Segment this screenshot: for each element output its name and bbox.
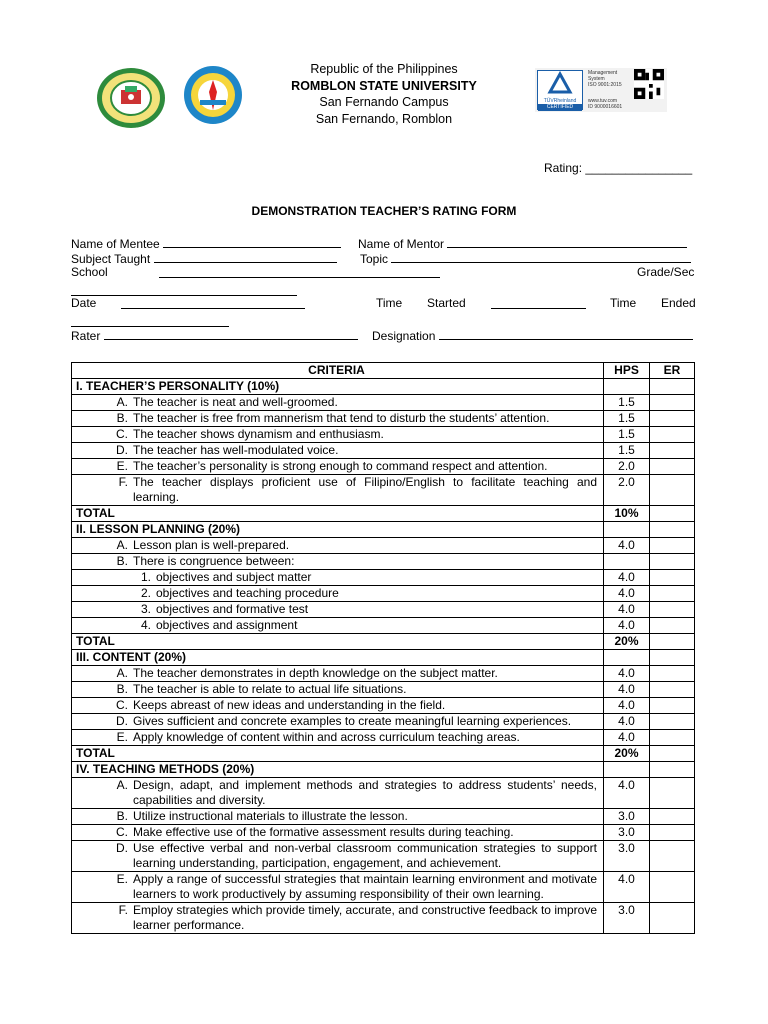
total-er-cell[interactable] xyxy=(650,634,695,650)
grade-sec-label: Grade/Sec xyxy=(637,265,695,279)
item-hps: 3.0 xyxy=(604,809,650,825)
item-text: The teacher is neat and well-groomed. xyxy=(133,395,338,409)
col-er: ER xyxy=(650,363,695,379)
item-text: The teacher demonstrates in depth knowledge on the subject matter. xyxy=(133,666,498,680)
item-text: Use effective verbal and non-verbal classroom communication strategies to support learning understanding, participation, engagement, and achievement. xyxy=(133,841,597,870)
table-row xyxy=(72,443,695,459)
col-criteria: CRITERIA xyxy=(72,363,604,379)
item-hps: 4.0 xyxy=(604,586,650,602)
table-row xyxy=(72,618,695,634)
item-text: The teacher displays proficient use of Filipino/English to facilitate teaching and learning. xyxy=(133,475,597,504)
table-row xyxy=(72,666,695,682)
cert-brand: TÜVRheinland xyxy=(543,98,577,104)
table-row xyxy=(72,602,695,618)
item-letter: A. xyxy=(116,666,128,680)
item-letter: F. xyxy=(118,903,128,917)
item-hps: 4.0 xyxy=(604,570,650,586)
cert-id: ID 9000016601 xyxy=(588,104,623,110)
subitem-number: 1. xyxy=(140,570,151,584)
total-er-cell[interactable] xyxy=(650,746,695,762)
subitem-number: 2. xyxy=(140,586,151,600)
university-name: ROMBLON STATE UNIVERSITY xyxy=(291,78,477,93)
cert-text-2: System xyxy=(588,76,605,82)
table-row xyxy=(72,682,695,698)
total-er-cell[interactable] xyxy=(650,506,695,522)
school-label: School xyxy=(71,265,108,279)
item-hps: 2.0 xyxy=(604,459,650,475)
item-hps: 4.0 xyxy=(604,666,650,682)
total-label: TOTAL xyxy=(72,506,604,522)
table-row xyxy=(72,427,695,443)
item-er-cell[interactable] xyxy=(650,809,695,825)
time-ended-input[interactable] xyxy=(71,314,229,327)
table-row xyxy=(72,554,695,570)
item-er-cell[interactable] xyxy=(650,903,695,934)
date-label: Date xyxy=(71,296,97,310)
section-title: III. CONTENT (20%) xyxy=(72,650,604,666)
topic-input[interactable] xyxy=(391,250,691,263)
table-row xyxy=(72,903,695,934)
topic-row xyxy=(360,250,691,266)
designation-input[interactable] xyxy=(439,327,693,340)
item-hps: 4.0 xyxy=(604,872,650,903)
item-letter: E. xyxy=(116,872,128,886)
mentor-input[interactable] xyxy=(447,235,687,248)
section-title: I. TEACHER’S PERSONALITY (10%) xyxy=(72,379,604,395)
section-row xyxy=(72,522,695,538)
campus-line: San Fernando Campus xyxy=(319,95,449,109)
total-row xyxy=(72,634,695,650)
item-text: Make effective use of the formative assessment results during teaching. xyxy=(133,825,514,839)
rater-row xyxy=(71,327,358,343)
item-hps: 4.0 xyxy=(604,682,650,698)
time-ended-label-2: Ended xyxy=(661,296,696,310)
item-hps: 1.5 xyxy=(604,427,650,443)
item-er-cell[interactable] xyxy=(650,872,695,903)
table-row xyxy=(72,538,695,554)
rater-input[interactable] xyxy=(104,327,358,340)
section-title: IV. TEACHING METHODS (20%) xyxy=(72,762,604,778)
time-started-label-2: Started xyxy=(427,296,466,310)
item-letter: E. xyxy=(116,459,128,473)
time-started-input[interactable] xyxy=(491,296,586,309)
item-hps: 4.0 xyxy=(604,618,650,634)
item-text: Employ strategies which provide timely, accurate, and constructive feedback to improve learner performance. xyxy=(133,903,597,932)
item-text: The teacher is free from mannerism that tend to disturb the students’ attention. xyxy=(133,411,550,425)
designation-row xyxy=(372,327,693,343)
item-er-cell[interactable] xyxy=(650,698,695,714)
item-letter: B. xyxy=(116,809,128,823)
item-text: The teacher is able to relate to actual life situations. xyxy=(133,682,407,696)
item-er-cell[interactable] xyxy=(650,554,695,570)
item-letter: A. xyxy=(116,538,128,552)
mentee-input[interactable] xyxy=(163,235,341,248)
item-er-cell[interactable] xyxy=(650,459,695,475)
item-er-cell[interactable] xyxy=(650,682,695,698)
subitem-number: 4. xyxy=(140,618,151,632)
item-hps: 3.0 xyxy=(604,903,650,934)
item-text: Apply a range of successful strategies that maintain learning environment and motivate learners to work productively by assuming responsibility of their own learning. xyxy=(133,872,597,901)
subitem-text: objectives and subject matter xyxy=(156,570,312,584)
mentor-label: Name of Mentor xyxy=(358,237,445,251)
item-hps: 2.0 xyxy=(604,475,650,506)
item-er-cell[interactable] xyxy=(650,602,695,618)
table-row xyxy=(72,459,695,475)
total-value: 20% xyxy=(604,634,650,650)
subitem-text: objectives and formative test xyxy=(156,602,309,616)
item-text: Gives sufficient and concrete examples to create meaningful learning experiences. xyxy=(133,714,572,728)
item-text: The teacher’s personality is strong enough to command respect and attention. xyxy=(133,459,548,473)
grade-sec-input[interactable] xyxy=(71,283,297,296)
designation-label: Designation xyxy=(372,329,436,343)
topic-label: Topic xyxy=(360,252,389,266)
item-hps: 1.5 xyxy=(604,411,650,427)
table-row xyxy=(72,570,695,586)
item-letter: E. xyxy=(116,730,128,744)
table-header-row xyxy=(72,363,695,379)
item-er-cell[interactable] xyxy=(650,411,695,427)
col-hps: HPS xyxy=(604,363,650,379)
section-row xyxy=(72,762,695,778)
total-value: 20% xyxy=(604,746,650,762)
subject-label: Subject Taught xyxy=(71,252,151,266)
item-letter: A. xyxy=(116,778,128,792)
total-row xyxy=(72,746,695,762)
table-row xyxy=(72,395,695,411)
item-letter: C. xyxy=(116,427,128,441)
item-er-cell[interactable] xyxy=(650,778,695,809)
subitem-number: 3. xyxy=(140,602,151,616)
subject-row xyxy=(71,250,337,266)
time-started-label-1: Time xyxy=(376,296,403,310)
cert-url: www.tuv.com xyxy=(588,98,618,104)
item-er-cell[interactable] xyxy=(650,395,695,411)
table-row xyxy=(72,475,695,506)
item-er-cell[interactable] xyxy=(650,586,695,602)
total-label: TOTAL xyxy=(72,634,604,650)
table-row xyxy=(72,586,695,602)
total-value: 10% xyxy=(604,506,650,522)
item-letter: D. xyxy=(116,714,128,728)
item-er-cell[interactable] xyxy=(650,427,695,443)
item-er-cell[interactable] xyxy=(650,666,695,682)
item-letter: F. xyxy=(118,475,128,489)
table-row xyxy=(72,730,695,746)
school-row xyxy=(71,265,108,279)
item-text: Utilize instructional materials to illustrate the lesson. xyxy=(133,809,408,823)
item-er-cell[interactable] xyxy=(650,475,695,506)
item-er-cell[interactable] xyxy=(650,570,695,586)
date-input[interactable] xyxy=(121,296,305,309)
item-letter: C. xyxy=(116,825,128,839)
item-hps: 4.0 xyxy=(604,730,650,746)
cert-text-1: Management xyxy=(588,70,618,76)
item-letter: D. xyxy=(116,443,128,457)
table-row xyxy=(72,778,695,809)
item-er-cell[interactable] xyxy=(650,730,695,746)
subject-input[interactable] xyxy=(154,250,337,263)
total-label: TOTAL xyxy=(72,746,604,762)
item-text: There is congruence between: xyxy=(133,554,295,568)
table-row xyxy=(72,841,695,872)
item-hps: 4.0 xyxy=(604,698,650,714)
item-er-cell[interactable] xyxy=(650,825,695,841)
table-row xyxy=(72,809,695,825)
table-row xyxy=(72,872,695,903)
republic-line: Republic of the Philippines xyxy=(310,62,458,76)
item-letter: B. xyxy=(116,411,128,425)
section-row xyxy=(72,650,695,666)
total-row xyxy=(72,506,695,522)
criteria-table xyxy=(71,362,695,934)
item-text: The teacher shows dynamism and enthusiasm. xyxy=(133,427,384,441)
subitem-text: objectives and teaching procedure xyxy=(156,586,339,600)
table-row xyxy=(72,411,695,427)
item-text: Apply knowledge of content within and across curriculum teaching areas. xyxy=(133,730,520,744)
rating-field[interactable]: Rating: ________________ xyxy=(544,161,693,175)
item-text: Lesson plan is well-prepared. xyxy=(133,538,290,552)
item-text: Design, adapt, and implement methods and strategies to address students’ needs, capabilities and diversity. xyxy=(133,778,597,807)
item-er-cell[interactable] xyxy=(650,618,695,634)
item-er-cell[interactable] xyxy=(650,538,695,554)
rater-label: Rater xyxy=(71,329,101,343)
table-row xyxy=(72,698,695,714)
item-hps: 1.5 xyxy=(604,443,650,459)
mentee-label: Name of Mentee xyxy=(71,237,160,251)
section-title: II. LESSON PLANNING (20%) xyxy=(72,522,604,538)
section-row xyxy=(72,379,695,395)
item-letter: A. xyxy=(116,395,128,409)
item-hps: 4.0 xyxy=(604,602,650,618)
item-text: Keeps abreast of new ideas and understanding in the field. xyxy=(133,698,446,712)
letterhead xyxy=(0,61,768,127)
form-title: DEMONSTRATION TEACHER’S RATING FORM xyxy=(251,204,517,218)
item-hps: 4.0 xyxy=(604,538,650,554)
item-letter: B. xyxy=(116,682,128,696)
mentee-row xyxy=(71,235,341,251)
cert-label: CERTIFIED xyxy=(538,104,582,111)
item-hps: 1.5 xyxy=(604,395,650,411)
cert-text-3: ISO 9001:2015 xyxy=(588,82,622,88)
item-letter: C. xyxy=(116,698,128,712)
item-er-cell[interactable] xyxy=(650,443,695,459)
item-hps: 3.0 xyxy=(604,841,650,872)
item-letter: D. xyxy=(116,841,128,855)
item-letter: B. xyxy=(116,554,128,568)
address-line: San Fernando, Romblon xyxy=(315,111,453,126)
subitem-text: objectives and assignment xyxy=(156,618,298,632)
item-hps: 4.0 xyxy=(604,714,650,730)
school-input[interactable] xyxy=(159,265,440,278)
item-er-cell[interactable] xyxy=(650,714,695,730)
mentor-row xyxy=(358,235,687,251)
table-row xyxy=(72,825,695,841)
item-hps xyxy=(604,554,650,570)
item-hps: 3.0 xyxy=(604,825,650,841)
table-row xyxy=(72,714,695,730)
time-ended-label-1: Time xyxy=(610,296,637,310)
item-hps: 4.0 xyxy=(604,778,650,809)
item-text: The teacher has well-modulated voice. xyxy=(133,443,339,457)
item-er-cell[interactable] xyxy=(650,841,695,872)
